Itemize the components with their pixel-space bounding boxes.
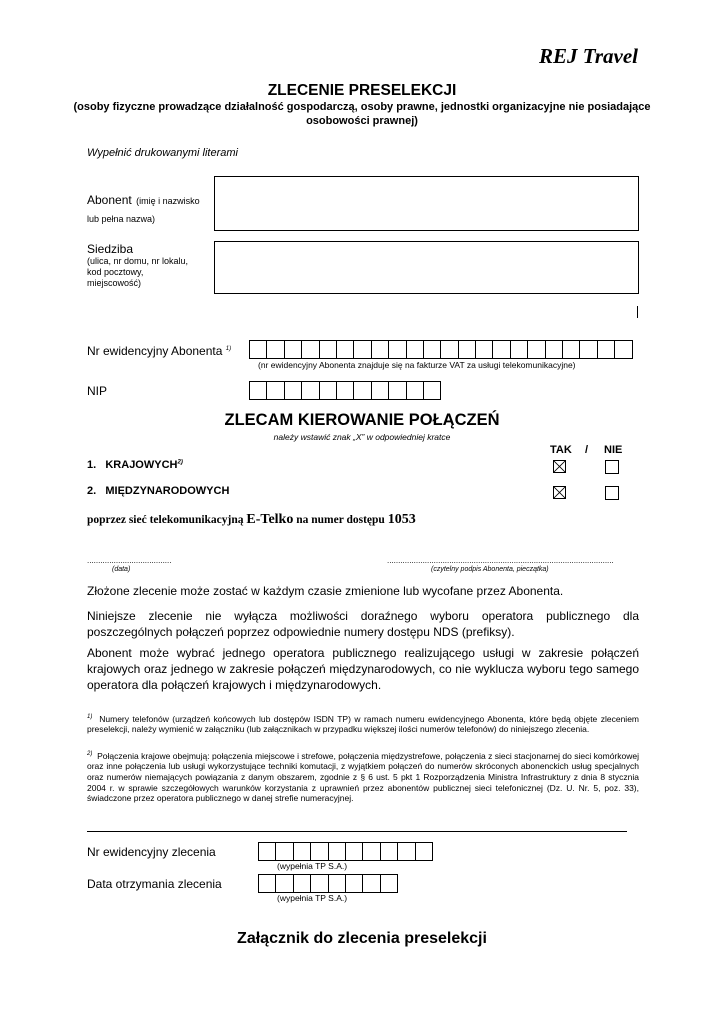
paragraph-2: Niniejsze zlecenie nie wyłącza możliwości doraźnego wyboru operatora publicznego dla poszczególnych połączeń poprzez odpowiednie numery dostępu NDS (prefiksy). [87,609,639,639]
date-caption: (data) [112,566,131,573]
order-no-label: Nr ewidencyjny zlecenia [87,845,216,859]
seat-label [87,242,188,289]
seat-label-text: Siedziba [87,242,134,256]
checked-x-icon [554,487,565,498]
domestic-no-checkbox[interactable] [605,460,619,474]
subscriber-label-text: Abonent [87,193,132,207]
signature-caption: (czytelny podpis Abonenta, pieczątka) [431,566,549,573]
account-no-footnote-mark: 1) [225,346,232,352]
item-international [87,485,229,497]
seat-input[interactable] [214,241,639,294]
col-yes-label: TAK [550,444,572,456]
nip-label: NIP [87,384,108,398]
footnote-1 [87,712,639,735]
fill-hint: Wypełnić drukowanymi literami [87,147,238,159]
seat-note-3: miejscowość) [87,278,142,288]
routing-section-hint: należy wstawić znak „X” w odpowiedniej kratce [273,432,451,442]
routing-section-title: ZLECAM KIEROWANIE POŁĄCZEŃ [224,411,500,429]
item-international-num: 2. [87,485,97,497]
attachment-title: Załącznik do zlecenia preselekcji [237,930,487,947]
network-operator: E-Telko [246,512,294,527]
footnote-2 [87,749,639,804]
domestic-yes-checkbox[interactable] [553,460,566,473]
international-no-checkbox[interactable] [605,486,619,500]
footnote-2-text: Połączenia krajowe obejmują: połączenia miejscowe i strefowe, połączenia międzystrefowe, połączenia z sieci stacjonarnej do sieci komórkowej oraz inne połączenia lub usługi wykorzystujące techniki komutacji, z wyjątkiem połączeń do numerów skróconych abonenckich usług specjalnych oraz numerów niemających powiązania z danym obszarem, zgodnie z § 6 ust. 5 pkt 1 Rozporządzenia Ministra Infrastruktury z dnia 8 stycznia 2004 r. w sprawie szczegółowych warunków korzystania z uprawnień przez abonentów publicznej sieci telefonicznej (Dz. U. Nr. 5, poz. 33), świadczone przez operatora publicznego w danej strefie numeracyjnej. [87,750,639,804]
nip-cells[interactable] [249,381,441,400]
received-date-caption: (wypełnia TP S.A.) [277,893,348,903]
item-domestic-num: 1. [87,459,97,471]
seat-note-2: kod pocztowy, [87,267,144,277]
network-line [87,512,416,528]
international-yes-checkbox[interactable] [553,486,566,499]
account-no-caption: (nr ewidencyjny Abonenta znajduje się na fakturze VAT za usługi telekomunikacyjne) [258,360,576,370]
received-date-cells[interactable] [258,874,398,893]
checked-x-icon [554,461,565,472]
item-domestic-mark: 2) [177,459,183,466]
footnote-2-mark: 2) [87,751,93,757]
account-no-label-text: Nr ewidencyjny Abonenta [87,344,223,358]
form-subtitle: (osoby fizyczne prowadzące działalność gospodarczą, osoby prawne, jednostki organizacyjne nie posiadające osobowości prawnej) [73,101,651,127]
order-no-cells[interactable] [258,842,433,861]
received-date-label: Data otrzymania zlecenia [87,877,222,891]
divider-mark [637,306,638,318]
date-line[interactable]: ...................................... [87,556,172,565]
order-no-caption: (wypełnia TP S.A.) [277,861,348,871]
brand-name: REJ Travel [539,44,638,68]
paragraph-1: Złożone zlecenie może zostać w każdym czasie zmienione lub wycofane przez Abonenta. [87,584,564,598]
col-no-label: NIE [604,444,623,456]
item-domestic-label: KRAJOWYCH [105,459,178,471]
network-access-code: 1053 [387,512,416,527]
footnote-1-text: Numery telefonów (urządzeń końcowych lub dostępów ISDN TP) w ramach numeru ewidencyjnego Abonenta, które będą objęte zleceniem preselekcji, należy wymienić w załączniku (lub załącznikach w przypadku większej ilości numerów telefonów) do niniejszego zlecenia. [87,713,639,735]
col-separator: / [585,444,589,456]
account-no-cells[interactable] [249,340,633,359]
signature-line[interactable]: ...................................................................................................... [387,556,614,565]
separator-line [87,831,627,832]
footnote-1-mark: 1) [87,714,93,720]
subscriber-label-note2: lub pełna nazwa) [87,214,156,224]
account-no-label [87,344,231,358]
network-middle: na numer dostępu [296,514,385,526]
subscriber-label-note: (imię i nazwisko [136,196,200,206]
item-domestic [87,459,183,471]
paragraph-3: Abonent może wybrać jednego operatora publicznego realizującego usługi w zakresie połączeń krajowych oraz jednego w zakresie połączeń międzynarodowych, co nie wyklucza wyboru tego samego operatora dla połączeń krajowych i międzynarodowych. [87,646,639,692]
seat-note-1: (ulica, nr domu, nr lokalu, [87,256,189,266]
form-title: ZLECENIE PRESELEKCJI [267,82,457,99]
network-prefix: poprzez sieć telekomunikacyjną [87,514,244,526]
item-international-label: MIĘDZYNARODOWYCH [105,485,230,497]
subscriber-label [87,191,200,227]
subscriber-input[interactable] [214,176,639,231]
